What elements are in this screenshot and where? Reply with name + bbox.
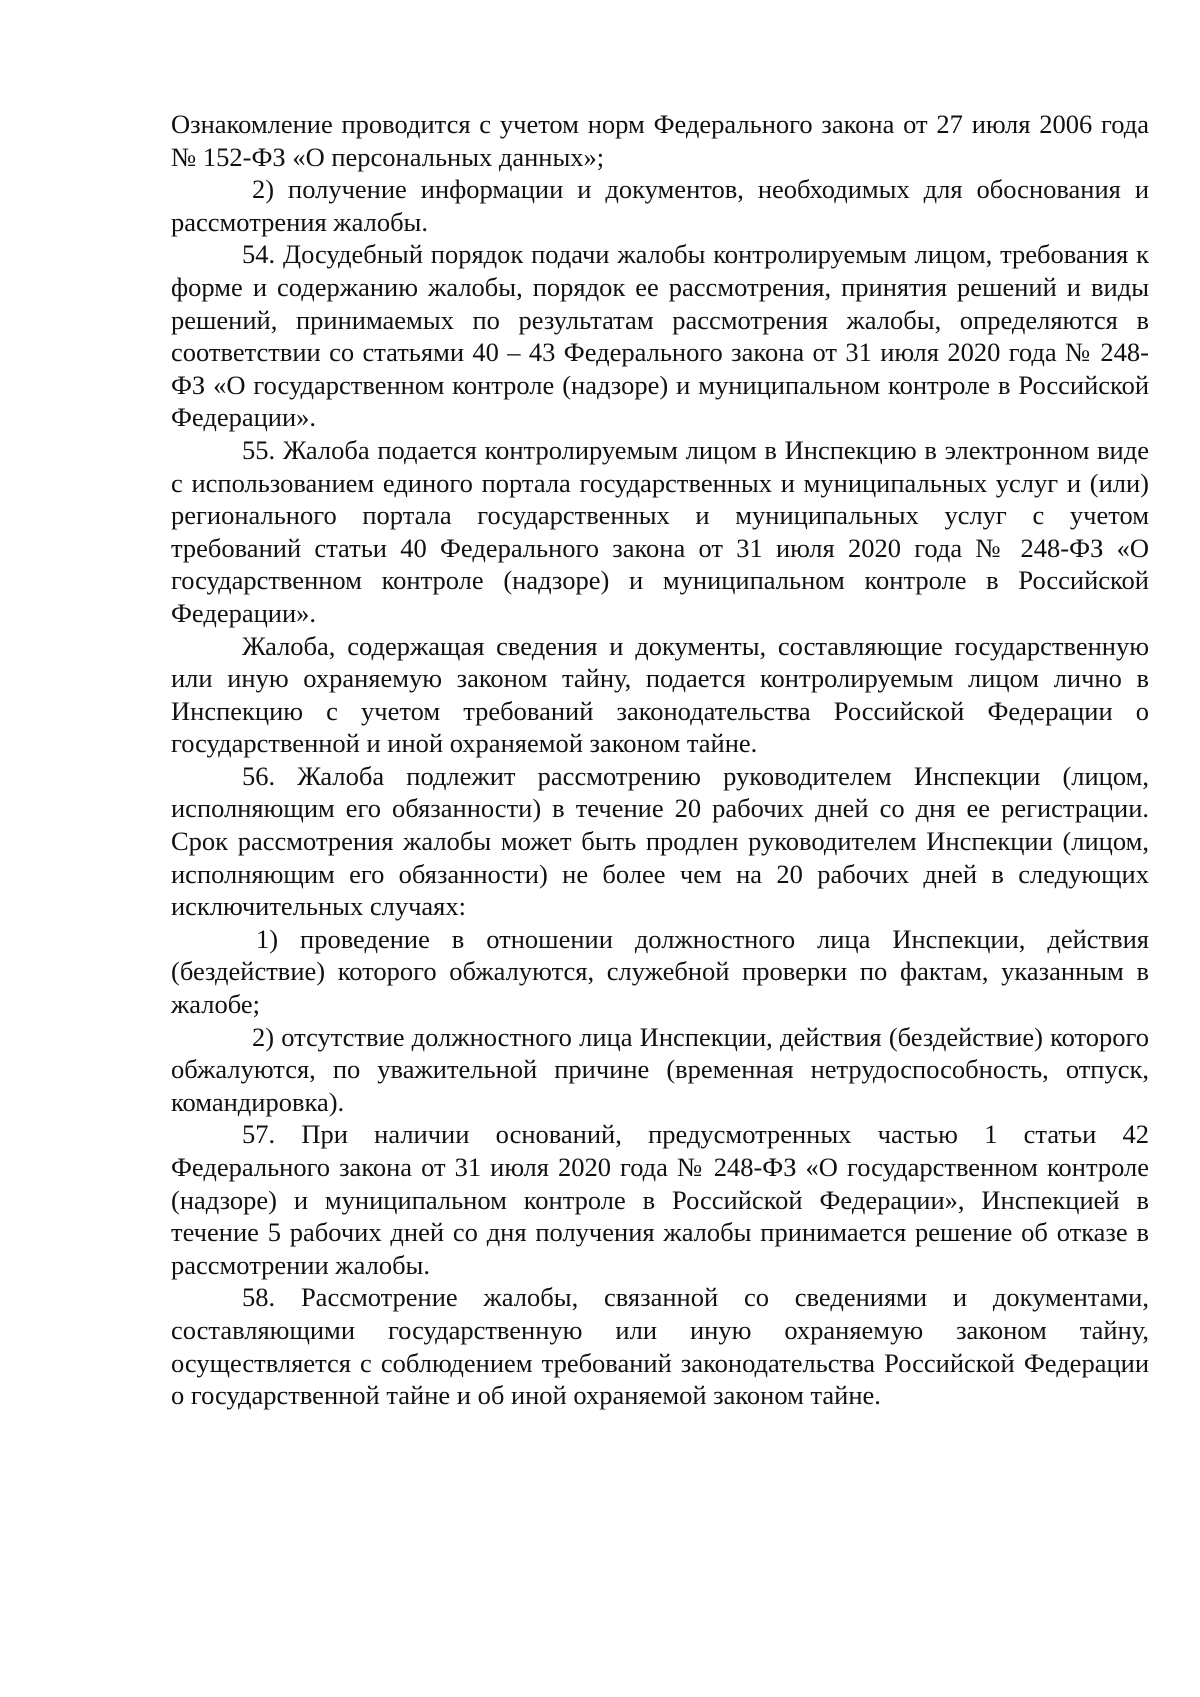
paragraph-58: 58. Рассмотрение жалобы, связанной со сведениями и документами, составляющими государственную или иную охраняемую законом тайну, осуществляется с соблюдением требований законодательства Российской Федерации о государственной тайне и об иной охраняемой законом тайне. (171, 1282, 1149, 1411)
document-body (171, 108, 1149, 1412)
paragraph-55: 55. Жалоба подается контролируемым лицом в Инспекцию в электронном виде с использованием единого портала государственных и муниципальных услуг и (или) регионального портала государственных и муниципальных услуг с учетом требований статьи 40 Федерального закона от 31 июля 2020 года № 248-ФЗ «О государственном контроле (надзоре) и муниципальном контроле в Российской Федерации». (171, 434, 1149, 628)
paragraph-56: 56. Жалоба подлежит рассмотрению руководителем Инспекции (лицом, исполняющим его обязанности) в течение 20 рабочих дней со дня ее регистрации. Срок рассмотрения жалобы может быть продлен руководителем Инспекции (лицом, исполняющим его обязанности) не более чем на 20 рабочих дней в следующих исключительных случаях: (171, 760, 1149, 922)
paragraph-56-item-2: 2) отсутствие должностного лица Инспекции, действия (бездействие) которого обжалуются, по уважительной причине (временная нетрудоспособность, отпуск, командировка). (171, 1021, 1149, 1117)
paragraph-item-2: 2) получение информации и документов, необходимых для обоснования и рассмотрения жалобы. (171, 174, 1149, 237)
paragraph-55-secret: Жалоба, содержащая сведения и документы, составляющие государственную или иную охраняемую законом тайну, подается контролируемым лицом лично в Инспекцию с учетом требований законодательства Российской Федерации о государственной и иной охраняемой законом тайне. (171, 630, 1149, 759)
paragraph-continuation: Ознакомление проводится с учетом норм Федерального закона от 27 июля 2006 года № 152-ФЗ «О персональных данных»; (171, 109, 1149, 172)
paragraph-54: 54. Досудебный порядок подачи жалобы контролируемым лицом, требования к форме и содержанию жалобы, порядок ее рассмотрения, принятия решений и виды решений, принимаемых по результатам рассмотрения жалобы, определяются в соответствии со статьями 40 – 43 Федерального закона от 31 июля 2020 года № 248-ФЗ «О государственном контроле (надзоре) и муниципальном контроле в Российской Федерации». (171, 239, 1149, 433)
paragraph-57: 57. При наличии оснований, предусмотренных частью 1 статьи 42 Федерального закона от 31 июля 2020 года № 248-ФЗ «О государственном контроле (надзоре) и муниципальном контроле в Российской Федерации», Инспекцией в течение 5 рабочих дней со дня получения жалобы принимается решение об отказе в рассмотрении жалобы. (171, 1119, 1149, 1280)
paragraph-56-item-1: 1) проведение в отношении должностного лица Инспекции, действия (бездействие) которого обжалуются, служебной проверки по фактам, указанным в жалобе; (171, 923, 1149, 1020)
